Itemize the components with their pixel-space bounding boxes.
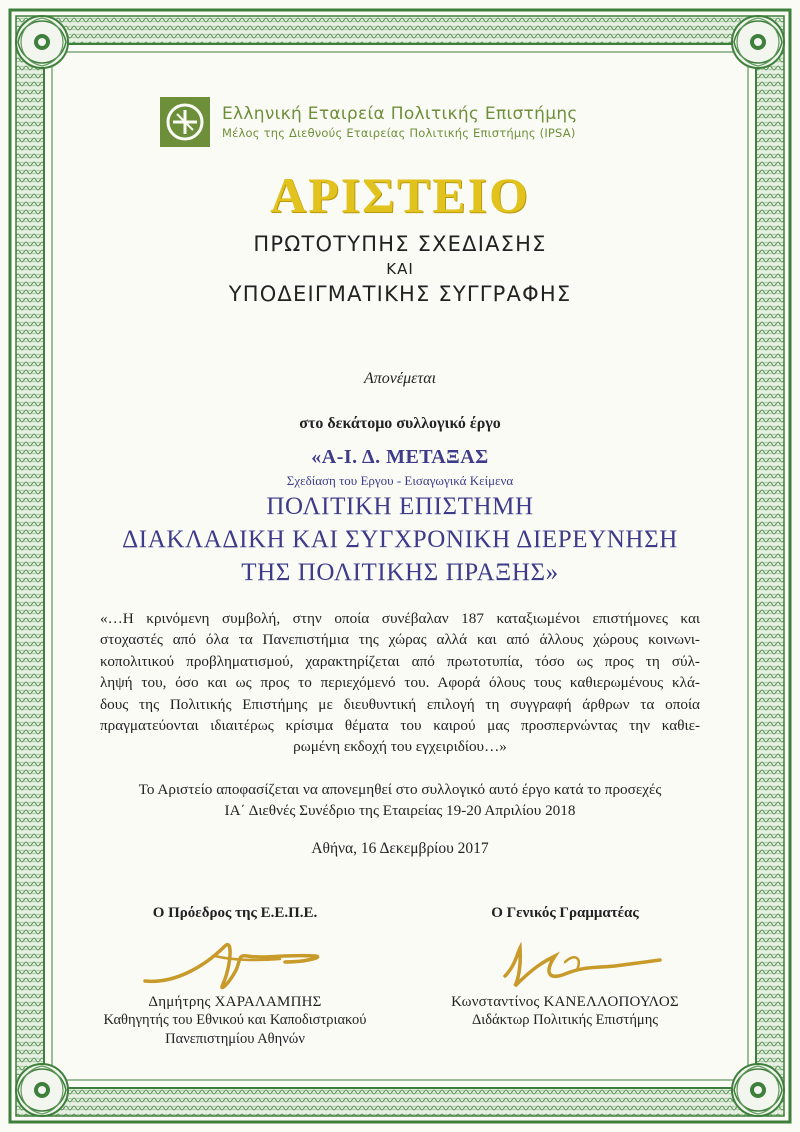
certificate-content — [70, 70, 730, 1062]
quote-line: κοπολιτικού προβληματισμού, χαρακτηρίζεται από πρωτοτυπία, τόσο ως προς τη σύλ- — [100, 652, 700, 670]
editor-name: «Α-Ι. Δ. ΜΕΤΑΞΑΣ — [311, 446, 489, 468]
work-title-line2: ΔΙΑΚΛΑΔΙΚΗ ΚΑΙ ΣΥΓΧΡΟΝΙΚΗ ΔΙΕΡΕΥΝΗΣΗ — [122, 526, 678, 553]
decision-text — [70, 779, 730, 821]
organization-logo-icon — [160, 97, 210, 147]
president-name: Δημήτρης ΧΑΡΑΛΑΜΠΗΣ — [148, 994, 322, 1010]
organization-header — [160, 94, 640, 150]
quote-line: «…Η κρινόμενη συμβολή, στην οποία συνέβαλαν 187 καταξιωμένοι επιστήμονες και — [100, 610, 700, 627]
president-signature-icon — [115, 926, 355, 996]
secretary-name: Κωνσταντίνος ΚΑΝΕΛΛΟΠΟΥΛΟΣ — [451, 994, 679, 1010]
president-affiliation-1: Καθηγητής του Εθνικού και Καποδιστριακού — [103, 1012, 367, 1028]
decision-line2: ΙΑ΄ Διεθνές Συνέδριο της Εταιρείας 19-20 Απριλίου 2018 — [224, 802, 576, 819]
citation-quote — [100, 608, 700, 758]
quote-line: πραγματεύονται ιδιαιτέρως κρίσιμα θέματα του καιρού μας προσπερνώντας την καθιε- — [100, 717, 700, 735]
award-subtitle-line1: ΠΡΩΤΟΤΥΠΗΣ ΣΧΕΔΙΑΣΗΣ — [253, 232, 547, 256]
secretary-affiliation-1: Διδάκτωρ Πολιτικής Επιστήμης — [471, 1012, 659, 1028]
secretary-signature-icon — [445, 926, 685, 996]
issue-date: Αθήνα, 16 Δεκεμβρίου 2017 — [311, 840, 489, 857]
work-title-line3: ΤΗΣ ΠΟΛΙΤΙΚΗΣ ΠΡΑΞΗΣ» — [241, 559, 559, 586]
organization-member-note: Μέλος της Διεθνούς Εταιρείας Πολιτικής Επιστήμης (IPSA) — [222, 126, 576, 140]
awarded-text: Απονέμεται — [363, 370, 437, 387]
to-work-text: στο δεκάτομο συλλογικό έργο — [299, 415, 501, 432]
quote-line: ρωμένη εκδοχή του εγχειριδίου…» — [293, 738, 507, 756]
president-affiliation-2: Πανεπιστημίου Αθηνών — [165, 1031, 305, 1047]
quote-line: δους της Πολιτικής Επιστήμης με διευθυντική επιλογή τη συγγραφή άρθρων τα οποία — [100, 695, 700, 713]
work-title-line1: ΠΟΛΙΤΙΚΗ ΕΠΙΣΤΗΜΗ — [266, 493, 534, 520]
quote-line: ληψή του, όσο και ως προς το περιεχόμενό του. Αφορά όλους τους καθιερωμένους κλά- — [100, 674, 700, 692]
award-subtitle-line2: ΚΑΙ — [386, 260, 414, 278]
award-subtitle-line3: ΥΠΟΔΕΙΓΜΑΤΙΚΗΣ ΣΥΓΓΡΑΦΗΣ — [228, 282, 572, 306]
organization-name: Ελληνική Εταιρεία Πολιτικής Επιστήμης — [222, 104, 578, 124]
signature-block-president — [70, 905, 400, 1049]
decision-line1: Το Αριστείο αποφασίζεται να απονεμηθεί στο συλλογικό αυτό έργο κατά το προσεχές — [138, 781, 662, 798]
award-title: ΑΡΙΣΤΕΙΟ — [270, 167, 530, 223]
president-role: Ο Πρόεδρος της Ε.Ε.Π.Ε. — [152, 905, 318, 921]
quote-line: στοχαστές από όλα τα Πανεπιστήμια της χώρας αλλά και από άλλους χώρους κοινωνι- — [100, 631, 700, 649]
signature-block-secretary — [400, 905, 730, 1030]
secretary-role: Ο Γενικός Γραμματέας — [491, 905, 639, 921]
editor-note: Σχεδίαση του Εργου - Εισαγωγικά Κείμενα — [286, 473, 514, 488]
